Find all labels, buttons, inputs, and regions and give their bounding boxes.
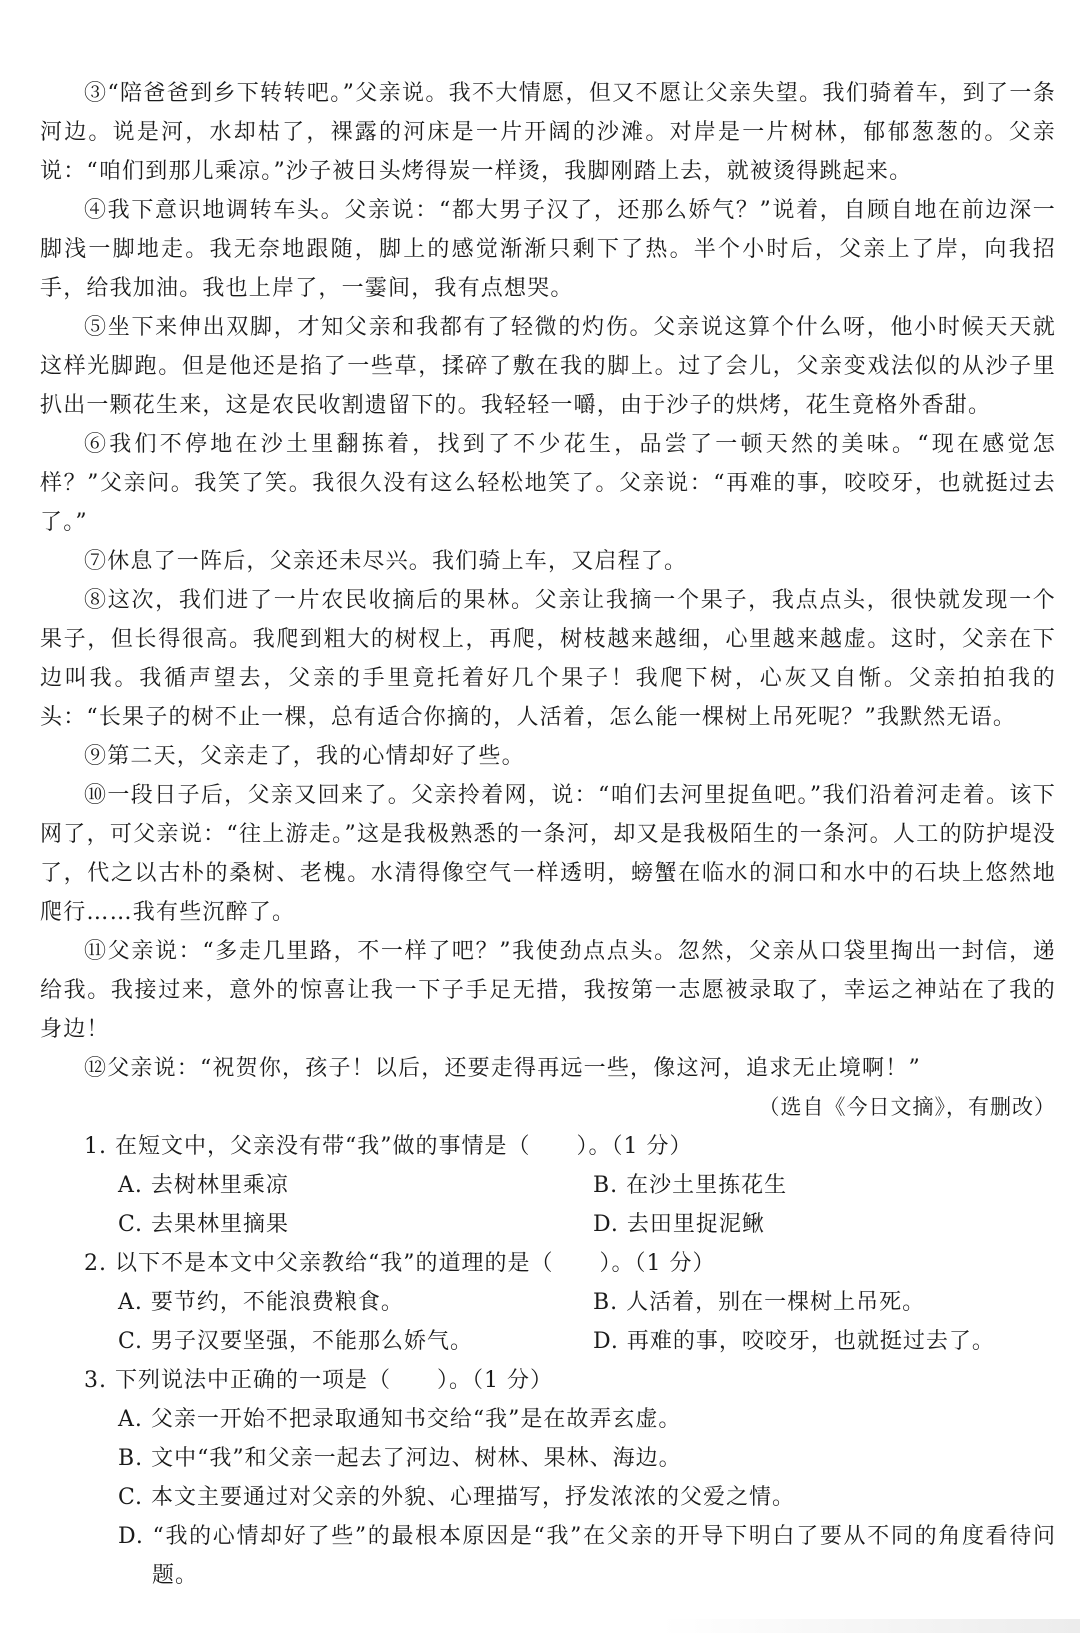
- option-a: A. 父亲一开始不把录取通知书交给“我”是在故弄玄虚。: [118, 1407, 682, 1432]
- question-2: [40, 1244, 1056, 1361]
- question-stem: 3. 下列说法中正确的一项是（ ）。（1 分）: [84, 1368, 553, 1393]
- question-options: [118, 1283, 1056, 1361]
- option-c: C. 去果林里摘果: [118, 1212, 290, 1237]
- paragraph-3: ③“陪爸爸到乡下转转吧。”父亲说。我不大情愿，但又不愿让父亲失望。我们骑着车，到了一条河边。说是河，水却枯了，裸露的河床是一片开阔的沙滩。对岸是一片树林，郁郁葱葱的。父亲说：“咱们到那儿乘凉。”沙子被日头烤得炭一样烫，我脚刚踏上去，就被烫得跳起来。: [40, 81, 1056, 184]
- question-3: [40, 1361, 1056, 1595]
- option-c: C. 本文主要通过对父亲的外貌、心理描写，抒发浓浓的父爱之情。: [118, 1485, 796, 1510]
- source-citation: （选自《今日文摘》，有删改）: [758, 1095, 1056, 1119]
- paragraph-9: ⑨第二天，父亲走了，我的心情却好了些。: [84, 744, 525, 769]
- paragraph-12: ⑫父亲说：“祝贺你，孩子！以后，还要走得再远一些，像这河，追求无止境啊！”: [84, 1056, 921, 1081]
- question-stem: 2. 以下不是本文中父亲教给“我”的道理的是（ ）。（1 分）: [84, 1251, 716, 1276]
- option-d: D. 再难的事，咬咬牙，也就挺过去了。: [593, 1329, 995, 1354]
- option-a: A. 去树林里乘凉: [118, 1173, 289, 1198]
- option-d: D. 去田里捉泥鳅: [593, 1212, 765, 1237]
- question-options: [118, 1400, 1056, 1595]
- option-d: D. “我的心情却好了些”的最根本原因是“我”在父亲的开导下明白了要从不同的角度看待问题。: [118, 1524, 1056, 1588]
- question-1: [40, 1127, 1056, 1244]
- paragraph-7: ⑦休息了一阵后，父亲还未尽兴。我们骑上车，又启程了。: [84, 549, 688, 574]
- question-stem: 1. 在短文中，父亲没有带“我”做的事情是（ ）。（1 分）: [84, 1134, 693, 1159]
- scan-edge-shadow: [660, 1619, 1080, 1633]
- paragraph-5: ⑤坐下来伸出双脚，才知父亲和我都有了轻微的灼伤。父亲说这算个什么呀，他小时候天天就这样光脚跑。但是他还是掐了一些草，揉碎了敷在我的脚上。过了会儿，父亲变戏法似的从沙子里扒出一颗花生来，这是农民收割遗留下的。我轻轻一嚼，由于沙子的烘烤，花生竟格外香甜。: [40, 315, 1056, 418]
- option-a: A. 要节约，不能浪费粮食。: [118, 1290, 404, 1315]
- option-b: B. 人活着，别在一棵树上吊死。: [593, 1290, 926, 1315]
- reading-passage: [40, 74, 1056, 1088]
- paragraph-10: ⑩一段日子后，父亲又回来了。父亲拎着网，说：“咱们去河里捉鱼吧。”我们沿着河走着。该下网了，可父亲说：“往上游走。”这是我极熟悉的一条河，却又是我极陌生的一条河。人工的防护堤没了，代之以古朴的桑树、老槐。水清得像空气一样透明，螃蟹在临水的洞口和水中的石块上悠然地爬行……我有些沉醉了。: [40, 783, 1056, 925]
- paragraph-11: ⑪父亲说：“多走几里路，不一样了吧？”我使劲点点头。忽然，父亲从口袋里掏出一封信，递给我。我接过来，意外的惊喜让我一下子手足无措，我按第一志愿被录取了，幸运之神站在了我的身边！: [40, 939, 1056, 1042]
- paragraph-6: ⑥我们不停地在沙土里翻拣着，找到了不少花生，品尝了一顿天然的美味。“现在感觉怎样？”父亲问。我笑了笑。我很久没有这么轻松地笑了。父亲说：“再难的事，咬咬牙，也就挺过去了。”: [40, 432, 1056, 535]
- option-b: B. 在沙土里拣花生: [593, 1173, 788, 1198]
- question-options: [118, 1166, 1056, 1244]
- paragraph-8: ⑧这次，我们进了一片农民收摘后的果林。父亲让我摘一个果子，我点点头，很快就发现一个果子，但长得很高。我爬到粗大的树杈上，再爬，树枝越来越细，心里越来越虚。这时，父亲在下边叫我。我循声望去，父亲的手里竟托着好几个果子！我爬下树，心灰又自惭。父亲拍拍我的头：“长果子的树不止一棵，总有适合你摘的，人活着，怎么能一棵树上吊死呢？”我默然无语。: [40, 588, 1056, 730]
- option-c: C. 男子汉要坚强，不能那么娇气。: [118, 1329, 474, 1354]
- option-b: B. 文中“我”和父亲一起去了河边、树林、果林、海边。: [118, 1446, 682, 1471]
- paragraph-4: ④我下意识地调转车头。父亲说：“都大男子汉了，还那么娇气？”说着，自顾自地在前边深一脚浅一脚地走。我无奈地跟随，脚上的感觉渐渐只剩下了热。半个小时后，父亲上了岸，向我招手，给我加油。我也上岸了，一霎间，我有点想哭。: [40, 198, 1056, 301]
